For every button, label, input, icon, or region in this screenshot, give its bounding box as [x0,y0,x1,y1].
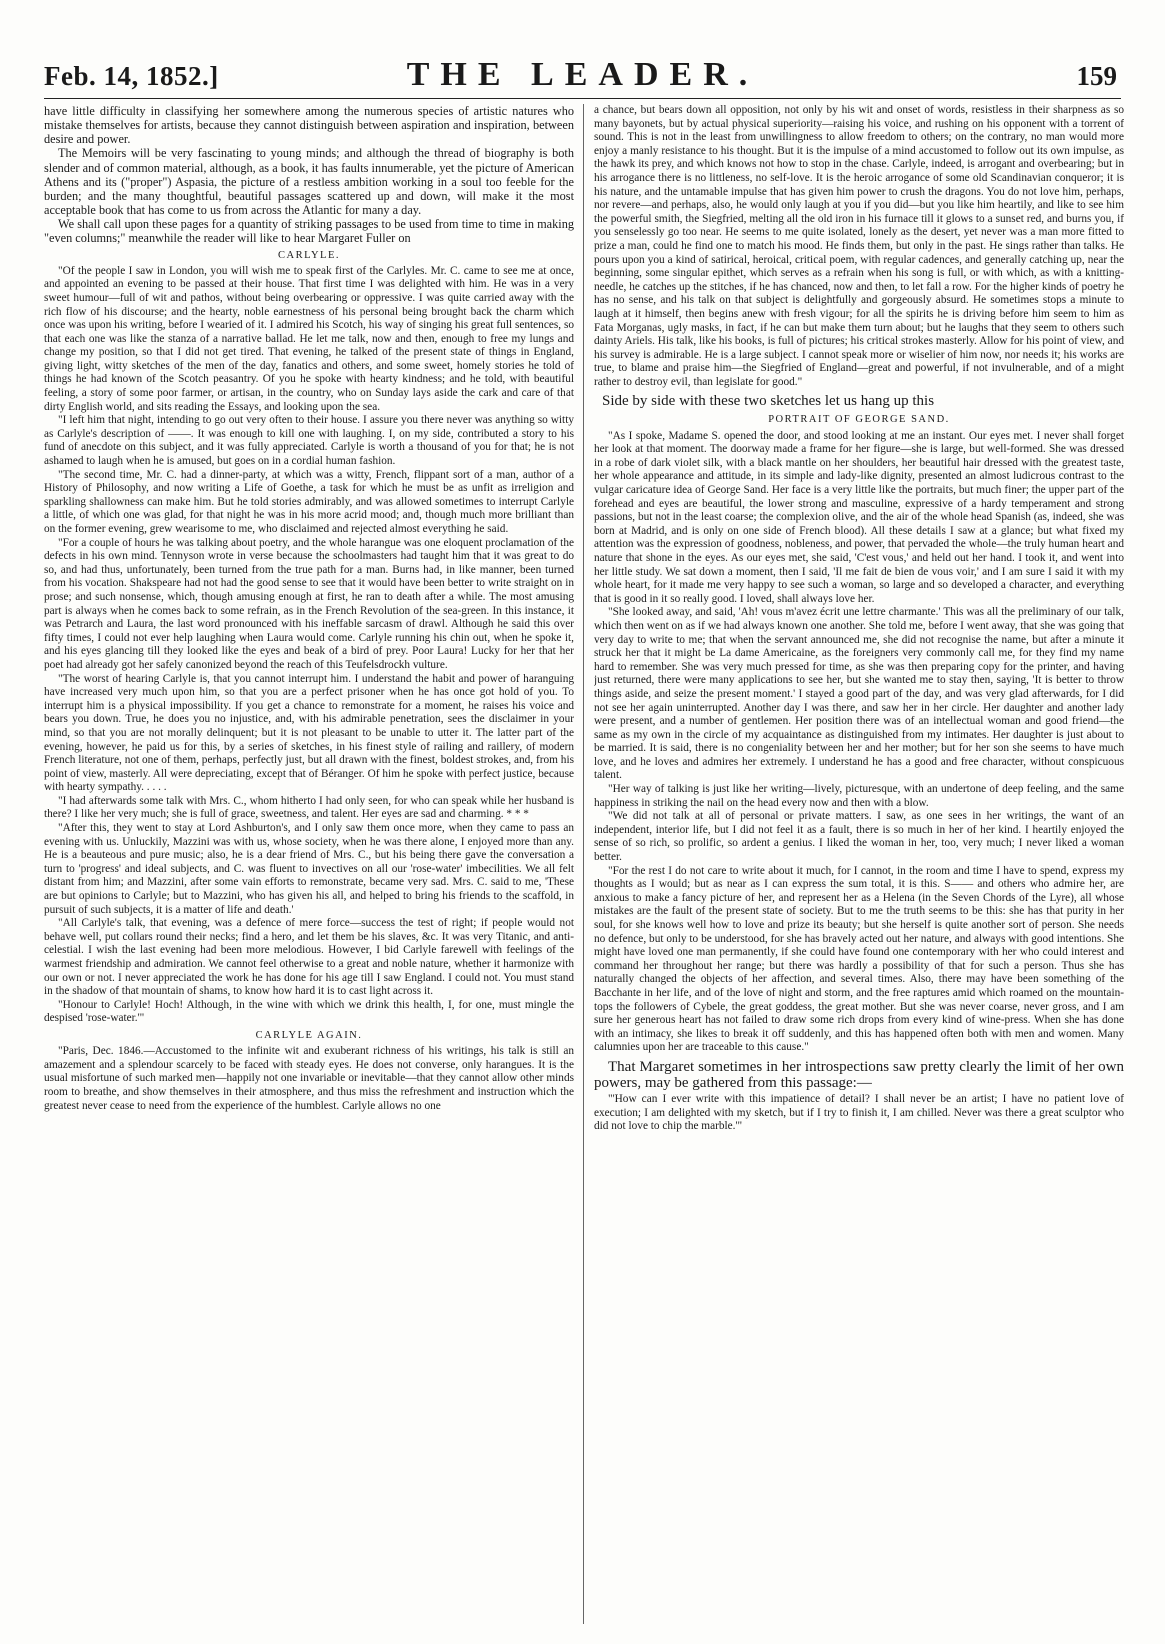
quoted-paragraph: "Her way of talking is just like her writing—lively, picturesque, with an undertone of deep feeling, and the same happiness in striking the nail on the head every now and then with a blow. [594,783,1124,809]
article-columns [44,104,1124,1624]
quoted-paragraph: "'How can I ever write with this impatience of detail? I shall never be an artist; I have no patient love of execution; I am delighted with my sketch, but if I try to finish it, I am chilled. Never was there a great sculptor who did not love to chip the marble.'" [594,1092,1124,1133]
quoted-paragraph: "I had afterwards some talk with Mrs. C., whom hitherto I had only seen, for who can speak while her husband is there? I like her very much; she is full of grace, sweetness, and talent. Her eyes are sad and charming. * * * [44,794,574,821]
quoted-paragraph: "We did not talk at all of personal or private matters. I saw, as one sees in her writings, the want of an independent, interior life, but I did not feel it as a fault, there is so much in her of her kind. I heartily enjoyed the sense of so rich, so prolific, so ardent a genius. I liked the woman in her, too, very much; I never liked a woman better. [594,810,1124,864]
section-intro: Side by side with these two sketches let us hang up this [602,393,935,410]
section-heading-carlyle-again: CARLYLE AGAIN. [255,1029,363,1041]
quoted-paragraph: "For a couple of hours he was talking about poetry, and the whole harangue was one eloquent proclamation of the defects in his own mind. Tennyson wrote in verse because the schoolmasters had taught him that it was great to do so, and had thus, unfortunately, been turned from the true path for a man. Burns had, in like manner, been turned from his vocation. Shakspeare had not had the good sense to see that it would have been better to write straight on in prose; and such nonsense, which, though amusing enough at first, he ran to death after a while. The most amusing part is always when he comes back to some refrain, as in the French Revolution of the sea-green. In this instance, it was Petrarch and Laura, the last word pronounced with his ineffable sarcasm of drawl. Although he said this over fifty times, I could not ever help laughing when Laura would come. Carlyle running his chin out, when he spoke it, and his eyes glancing till they looked like the eyes and beak of a bird of prey. Poor Laura! Lucky for her that her poet had already got her safely canonized beyond the reach of this Teufelsdrockh vulture. [44,536,574,671]
closing-intro: That Margaret sometimes in her introspections saw pretty clearly the limit of her own powers, may be gathered from this passage:— [594,1058,1124,1091]
quoted-paragraph: "Paris, Dec. 1846.—Accustomed to the infinite wit and exuberant richness of his writings, his talk is still an amazement and a splendour scarcely to be faced with steady eyes. He does not converse, only harangues. It is the usual misfortune of such marked men—happily not one invariable or inevitable—that they cannot allow other minds room to breathe, and show themselves in their atmosphere, and thus miss the refreshment and instruction which the greatest never cease to need from the experience of the humblest. Carlyle allows no one [44,1045,574,1112]
paragraph: have little difficulty in classifying her somewhere among the numerous species of artistic natures who mistake themselves for artists, because they cannot distinguish between aspiration and inspiration, between desire and power. [44,104,574,147]
quoted-paragraph: "For the rest I do not care to write about it much, for I cannot, in the room and time I have to spend, express my thoughts as I would; but as near as I can express the sum total, it is this. S—— and others who admire her, are anxious to make a fancy picture of her, and represent her as a Helena (in the Seven Chords of the Lyre), all whose mistakes are the fault of the present state of society. But to me the truth seems to be this: she has that purity in her soul, for she knows well how to love and prize its beauty; but she herself is quite another sort of person. She needs no defence, but only to be understood, for she has bravely acted out her nature, and always with good intentions. She might have loved one man permanently, if she could have found one contemporary with her who could interest and command her throughout her range; but there was hardly a possibility of that for such a person. Thus she has naturally changed the objects of her affection, and several times. Also, there may have been something of the Bacchante in her life, and of the love of night and storm, and the free raptures amid which roamed on the mountain-tops the followers of Cybele, the great goddess, the great mother. But she was never coarse, never gross, and I am sure her generous heart has not failed to draw some rich drops from every kind of wine-press. When she has done with an intimacy, she likes to break it off suddenly, and this has happened often both with men and women. Many calumnies upon her are traceable to this cause." [594,864,1124,1054]
column-divider [583,104,584,1624]
quoted-paragraph: "As I spoke, Madame S. opened the door, and stood looking at me an instant. Our eyes met. I never shall forget her look at that moment. The doorway made a frame for her figure—she is large, but well-formed. She was dressed in a robe of dark violet silk, with a black mantle on her shoulders, her beautiful hair dressed with the greatest taste, her whole appearance and attitude, in its simple and lady-like dignity, presented an almost ludicrous contrast to the vulgar caricature idea of George Sand. Her face is a very little like the portraits, but much finer; the upper part of the forehead and eyes are beautiful, the lower strong and masculine, expressive of a hardy temperament and strong passions, but not in the least coarse; the complexion olive, and the air of the whole head Spanish (as, indeed, she was born at Madrid, and is only on one side of French blood). All these details I saw at a glance; but what fixed my attention was the expression of goodness, nobleness, and power, that pervaded the whole—the truly human heart and nature that shone in the eyes. As our eyes met, she said, 'C'est vous,' and held out her hand. I took it, and went into her little study. We sat down a moment, then I said, 'Il me fait de bien de vous voir,' and I am sure I said it with my whole heart, for it made me very happy to see such a woman, so large and so developed a character, and everything that is good in it so really good. I loved, shall always love her. [594,429,1124,605]
quoted-paragraph: "The second time, Mr. C. had a dinner-party, at which was a witty, French, flippant sort of a man, author of a History of Philosophy, and now writing a Life of Goethe, a task for which he must be as unfit as irreligion and sparkling shallowness can make him. But he told stories admirably, and was allowed sometimes to interrupt Carlyle a little, of which one was glad, for that night he was in his more acrid mood; and, though much more brilliant than on the former evening, grew wearisome to me, who disclaimed and rejected almost everything he said. [44,468,574,535]
quoted-paragraph: "Of the people I saw in London, you will wish me to speak first of the Carlyles. Mr. C. came to see me at once, and appointed an evening to be passed at their house. That first time I was delighted with him. He was in a very sweet humour—full of wit and pathos, without being overbearing or oppressive. I was quite carried away with the rich flow of his discourse; and the hearty, noble earnestness of his personal being brought back the charm which once was upon his writing, before I wearied of it. I admired his Scotch, his way of singing his great full sentences, so that each one was like the stanza of a narrative ballad. He let me talk, now and then, enough to free my lungs and change my position, so that I did not get tired. That evening, he talked of the present state of things in England, giving light, witty sketches of the men of the day, fanatics and others, and some sweet, homely stories he told of things he had known of the Scotch peasantry. Of you he spoke with hearty kindness; and he told, with beautiful feeling, a story of some poor farmer, or artisan, in the country, who on Sunday lays aside the cark and care of that dirty English world, and sits reading the Essays, and looking upon the sea. [44,264,574,413]
quoted-paragraph: "I left him that night, intending to go out very often to their house. I assure you there never was anything so witty as Carlyle's description of ——. It was enough to kill one with laughing. I, on my side, contributed a story to his fund of anecdote on this subject, and it was fully appreciated. Carlyle is worth a thousand of you for that; he is not ashamed to laugh when he is amused, but goes on in a cordial human fashion. [44,414,574,468]
issue-date: Feb. 14, 1852.] [44,61,219,91]
quoted-paragraph: "All Carlyle's talk, that evening, was a defence of mere force—success the test of right; if people would not behave well, put collars round their necks; find a hero, and let them be his slaves, &c. It was very Titanic, and anti-celestial. I wish the last evening had been more melodious. However, I bid Carlyle farewell with feelings of the warmest friendship and admiration. We cannot feel otherwise to a great and noble nature, whether it harmonize with our own or not. I never appreciated the work he has done for his age till I saw England. I could not. You must stand in the shadow of that mountain of shams, to know how hard it is to cast light across it. [44,917,574,998]
masthead [44,44,1121,99]
quoted-paragraph: "She looked away, and said, 'Ah! vous m'avez écrit une lettre charmante.' This was all the preliminary of our talk, which then went on as if we had always known one another. She told me, before I went away, that she was going that very day to write to me; that when the servant announced me, she did not recognise the name, but after a minute it struck her that it might be La dame Americaine, as the foreigners very commonly call me, for they find my name hard to remember. She was very much pressed for time, as she was then preparing copy for the printer, and having just returned, there were many applications to see her, but she wanted me to stay then, saying, 'It is better to throw things aside, and seize the present moment.' I stayed a good part of the day, and was very glad afterwards, for I did not see her again uninterrupted. Another day I was there, and saw her in her circle. Her daughter and another lady were present, and a number of gentlemen. Her position there was of an intellectual woman and good friend—the same as my own in the circle of my acquaintance as distinguished from my intimates. Her daughter is just about to be married. It is said, there is no congeniality between her and her mother; but for her son she seems to have much love, and he loves and admires her extremely. I understand he has a good and free character, without conspicuous talent. [594,606,1124,782]
quoted-paragraph: a chance, but bears down all opposition, not only by his wit and onset of words, resistless in their sharpness as so many bayonets, but by actual physical superiority—raising his voice, and rushing on his opponent with a torrent of sound. This is not in the least from unwillingness to allow freedom to others; on the contrary, no man would more enjoy a manly resistance to his thought. But it is the impulse of a mind accustomed to follow out its own impulse, as the hawk its prey, and which knows not how to stop in the chase. Carlyle, indeed, is arrogant and overbearing; but in his arrogance there is no littleness, no self-love. It is the heroic arrogance of some old Scandinavian conqueror; it is his nature, and the untamable impulse that has given him power to crush the dragons. You do not love him, perhaps, nor revere—and perhaps, also, he would only laugh at you if you did—but you like him heartily, and like to see him the powerful smith, the Siegfried, melting all the old iron in his furnace till it glows to a sunset red, and burns you, if you senselessly go too near. He seems to me quite isolated, lonely as the desert, yet never was a man more fitted to prize a man, could he find one to match his mood. He finds them, but only in the past. He sings rather than talks. He pours upon you a kind of satirical, heroical, critical poem, with regular cadences, and generally catching up, near the beginning, some singular epithet, which serves as a refrain when his song is full, or with which, as with a knitting-needle, he catches up the stitches, if he has chanced, now and then, to let fall a row. For the higher kinds of poetry he has no sense, and his talk on that subject is delightfully and gorgeously absurd. He sometimes stops a minute to laugh at it himself, then begins anew with fresh vigour; for all the spirits he is driving before him seem to him as Fata Morganas, ugly masks, in fact, if he can but make them turn about; but he laughs that they seem to others such dainty Ariels. His talk, like his books, is full of pictures; his critical strokes masterly. Allow for his point of view, and his survey is admirable. He is a large subject. I cannot speak more or wiselier of him now, nor needs it; his works are true, to blame and praise him—the Siegfried of England—great and powerful, if not invulnerable, and of a might rather to destroy evil, than legislate for good." [594,104,1124,388]
right-column [594,104,1124,1624]
page-number: 159 [1076,61,1117,91]
paragraph: The Memoirs will be very fascinating to young minds; and although the thread of biography is both slender and of common material, although, as a book, it has faults innumerable, yet the picture of American Athens and its ("proper") Aspasia, the picture of a restless ambition working in a soul too feeble for the burden; and the many thoughtful, beautiful passages scattered up and down, will make it the most acceptable book that has come to us from across the Atlantic for many a day. [44,146,574,218]
paragraph: We shall call upon these pages for a quantity of striking passages to be used from time to time in making "even columns;" meanwhile the reader will like to hear Margaret Fuller on [44,217,574,246]
section-heading-carlyle: CARLYLE. [278,249,340,261]
quoted-paragraph: "The worst of hearing Carlyle is, that you cannot interrupt him. I understand the habit and power of haranguing have increased very much upon him, so that you are a perfect prisoner when he has once got hold of you. To interrupt him is a physical impossibility. If you get a chance to remonstrate for a moment, he raises his voice and bears you down. True, he does you no injustice, and, with his admirable penetration, sees the disclaimer in your mind, so that you are not morally delinquent; but it is not pleasant to be unable to utter it. The latter part of the evening, however, he paid us for this, by a series of sketches, in his finest style of railing and raillery, of modern French literature, not one of them, perhaps, perfectly just, but all drawn with the finest, boldest strokes, and, from his point of view, masterly. All were depreciating, except that of Béranger. Of him he spoke with perfect justice, because with hearty sympathy. . . . . [44,672,574,794]
quoted-paragraph: "After this, they went to stay at Lord Ashburton's, and I only saw them once more, when they came to pass an evening with us. Unluckily, Mazzini was with us, whose society, when he was there alone, I enjoyed more than any. He is a beauteous and pure music; also, he is a dear friend of Mrs. C., but his being there gave the conversation a turn to 'progress' and ideal subjects, and C. was fluent to invectives on all our 'rose-water' imbecilities. We all felt distant from him; and Mazzini, after some vain efforts to remonstrate, became very sad. Mrs. C. said to me, 'These are but opinions to Carlyle; but to Mazzini, who has given his all, and helped to bring his friends to the scaffold, in pursuit of such subjects, it is a matter of life and death.' [44,822,574,916]
quoted-paragraph: "Honour to Carlyle! Hoch! Although, in the wine with which we drink this health, I, for one, must mingle the despised 'rose-water.'" [44,998,574,1025]
newspaper-title: THE LEADER. [406,56,759,93]
left-column [44,104,574,1624]
section-heading-george-sand: PORTRAIT OF GEORGE SAND. [768,414,950,426]
